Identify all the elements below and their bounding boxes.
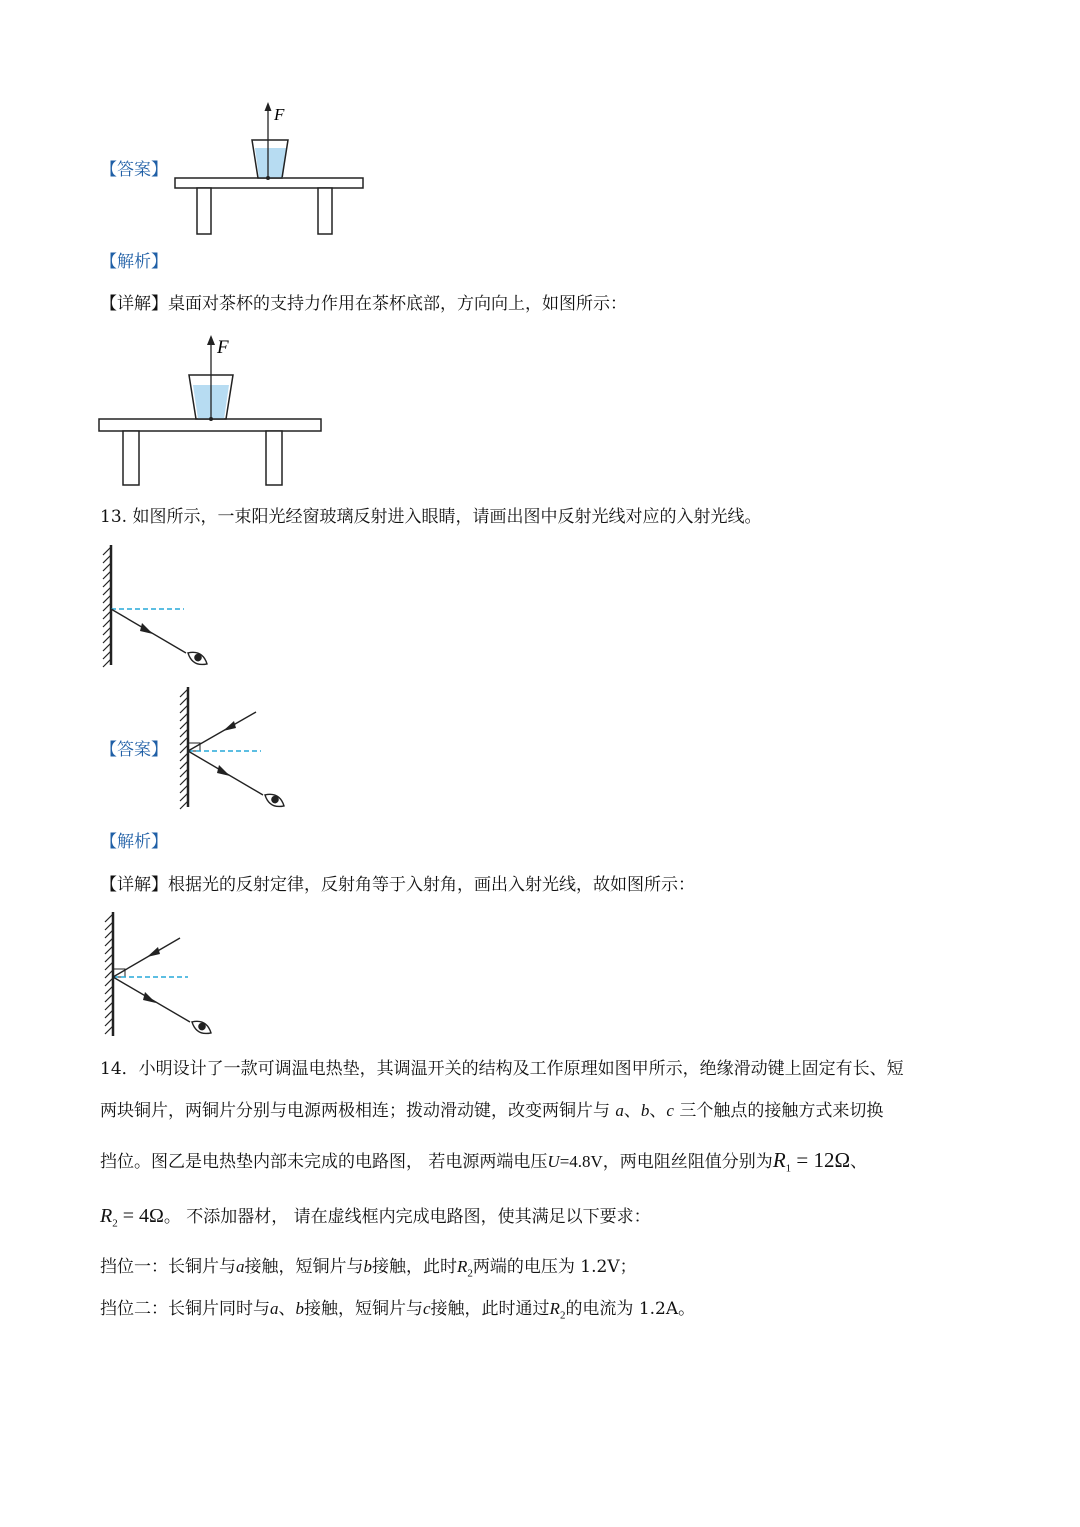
detail-text: 根据光的反射定律，反射角等于入射角，画出入射光线，故如图所示： <box>168 875 695 895</box>
contact-b: b <box>295 1299 304 1318</box>
answer-tag-q12: 【答案】 <box>100 160 168 180</box>
table-cup-figure-detail <box>96 330 336 495</box>
contact-c: c <box>666 1101 674 1120</box>
contact-a: a <box>270 1299 279 1318</box>
contact-c: c <box>423 1299 431 1318</box>
eye-icon <box>185 649 209 669</box>
force-label: F <box>217 337 229 358</box>
q14-line2-tail: 三个触点的接触方式来切换 <box>679 1101 884 1121</box>
detail-tag: 【详解】 <box>100 294 168 314</box>
sep: 、 <box>623 1101 641 1121</box>
contact-a: a <box>236 1257 245 1276</box>
q14-line2-text: 两块铜片，两铜片分别与电源两极相连；拨动滑动键，改变两铜片与 <box>100 1101 610 1121</box>
table-leg-right <box>266 431 282 485</box>
q14-line1: 14．小明设计了一款可调温电热垫，其调温开关的结构及工作原理如图甲所示，绝缘滑动键上固定有长、短 <box>100 1059 904 1079</box>
r2-subscript: 2 <box>112 1217 118 1230</box>
mirror-figure-question <box>98 545 218 680</box>
r2-subscript: 2 <box>467 1267 473 1280</box>
incident-ray <box>113 938 180 977</box>
contact-b: b <box>640 1101 650 1120</box>
eye-icon <box>262 791 286 811</box>
contact-a: a <box>615 1101 624 1120</box>
r2-symbol: R <box>549 1299 560 1318</box>
r2-symbol: R <box>457 1257 468 1276</box>
ray-arrow <box>217 765 230 776</box>
sep: 、 <box>278 1299 296 1319</box>
incident-arrow <box>147 947 160 957</box>
gear2-text-b: 接触，短铜片与 <box>304 1299 423 1319</box>
q14-line3-text: 挡位。图乙是电热垫内部未完成的电路图， 若电源两端电压 <box>100 1152 548 1172</box>
q14-line4-text: 。 不添加器材， 请在虚线框内完成电路图，使其满足以下要求： <box>163 1207 651 1227</box>
table-leg-left <box>197 188 211 234</box>
eye-icon <box>189 1018 213 1038</box>
sep: 、 <box>649 1101 667 1121</box>
r2-value: = 4Ω <box>117 1205 164 1227</box>
gear2-text-a: 挡位二：长铜片同时与 <box>100 1299 270 1319</box>
force-arrow-head <box>265 102 272 111</box>
table-leg-left <box>123 431 139 485</box>
sep: 、 <box>850 1152 868 1172</box>
detail-tag: 【详解】 <box>100 875 168 895</box>
detail-line-q13 <box>100 873 695 897</box>
detail-line-q12 <box>100 292 627 316</box>
q14-line3 <box>100 1148 867 1180</box>
ray-arrow <box>143 992 156 1003</box>
q14-line2 <box>100 1099 883 1123</box>
gear1-text-c: 接触，此时 <box>372 1257 457 1277</box>
r2-symbol: R <box>100 1205 113 1227</box>
force-arrow-head <box>207 335 215 345</box>
r1-value: = 12Ω <box>791 1148 851 1172</box>
table-cup-figure-answer <box>170 100 370 240</box>
detail-text: 桌面对茶杯的支持力作用在茶杯底部，方向向上，如图所示： <box>168 294 627 314</box>
table-top <box>99 419 321 431</box>
mirror-figure-detail <box>100 912 225 1047</box>
gear2-text-c: 接触，此时通过 <box>430 1299 550 1319</box>
incident-ray <box>188 712 256 751</box>
force-label: F <box>274 105 285 124</box>
gear1-text-b: 接触，短铜片与 <box>244 1257 364 1277</box>
mirror-figure-answer <box>175 687 300 822</box>
r1-symbol: R <box>772 1148 786 1172</box>
table-leg-right <box>318 188 332 234</box>
gear-two <box>100 1297 695 1327</box>
gear-one <box>100 1255 637 1285</box>
gear1-text-d: 两端的电压为 1.2V； <box>472 1257 637 1277</box>
question-13: 13. 如图所示，一束阳光经窗玻璃反射进入眼睛，请画出图中反射光线对应的入射光线。 <box>100 507 762 527</box>
analysis-tag-q12: 【解析】 <box>100 252 168 272</box>
voltage-value: =4.8V，两电阻丝阻值分别为 <box>559 1152 773 1171</box>
voltage-symbol: U <box>547 1152 560 1171</box>
contact-b: b <box>363 1257 372 1276</box>
q14-line4 <box>100 1204 651 1235</box>
answer-tag-q13: 【答案】 <box>100 740 168 760</box>
gear2-text-d: 的电流为 1.2A。 <box>565 1299 696 1319</box>
r1-subscript: 1 <box>785 1162 792 1175</box>
gear1-text-a: 挡位一：长铜片与 <box>100 1257 236 1277</box>
analysis-tag-q13: 【解析】 <box>100 832 168 852</box>
r2-subscript: 2 <box>559 1309 566 1322</box>
incident-arrow <box>223 721 236 731</box>
ray-arrow <box>140 623 153 634</box>
